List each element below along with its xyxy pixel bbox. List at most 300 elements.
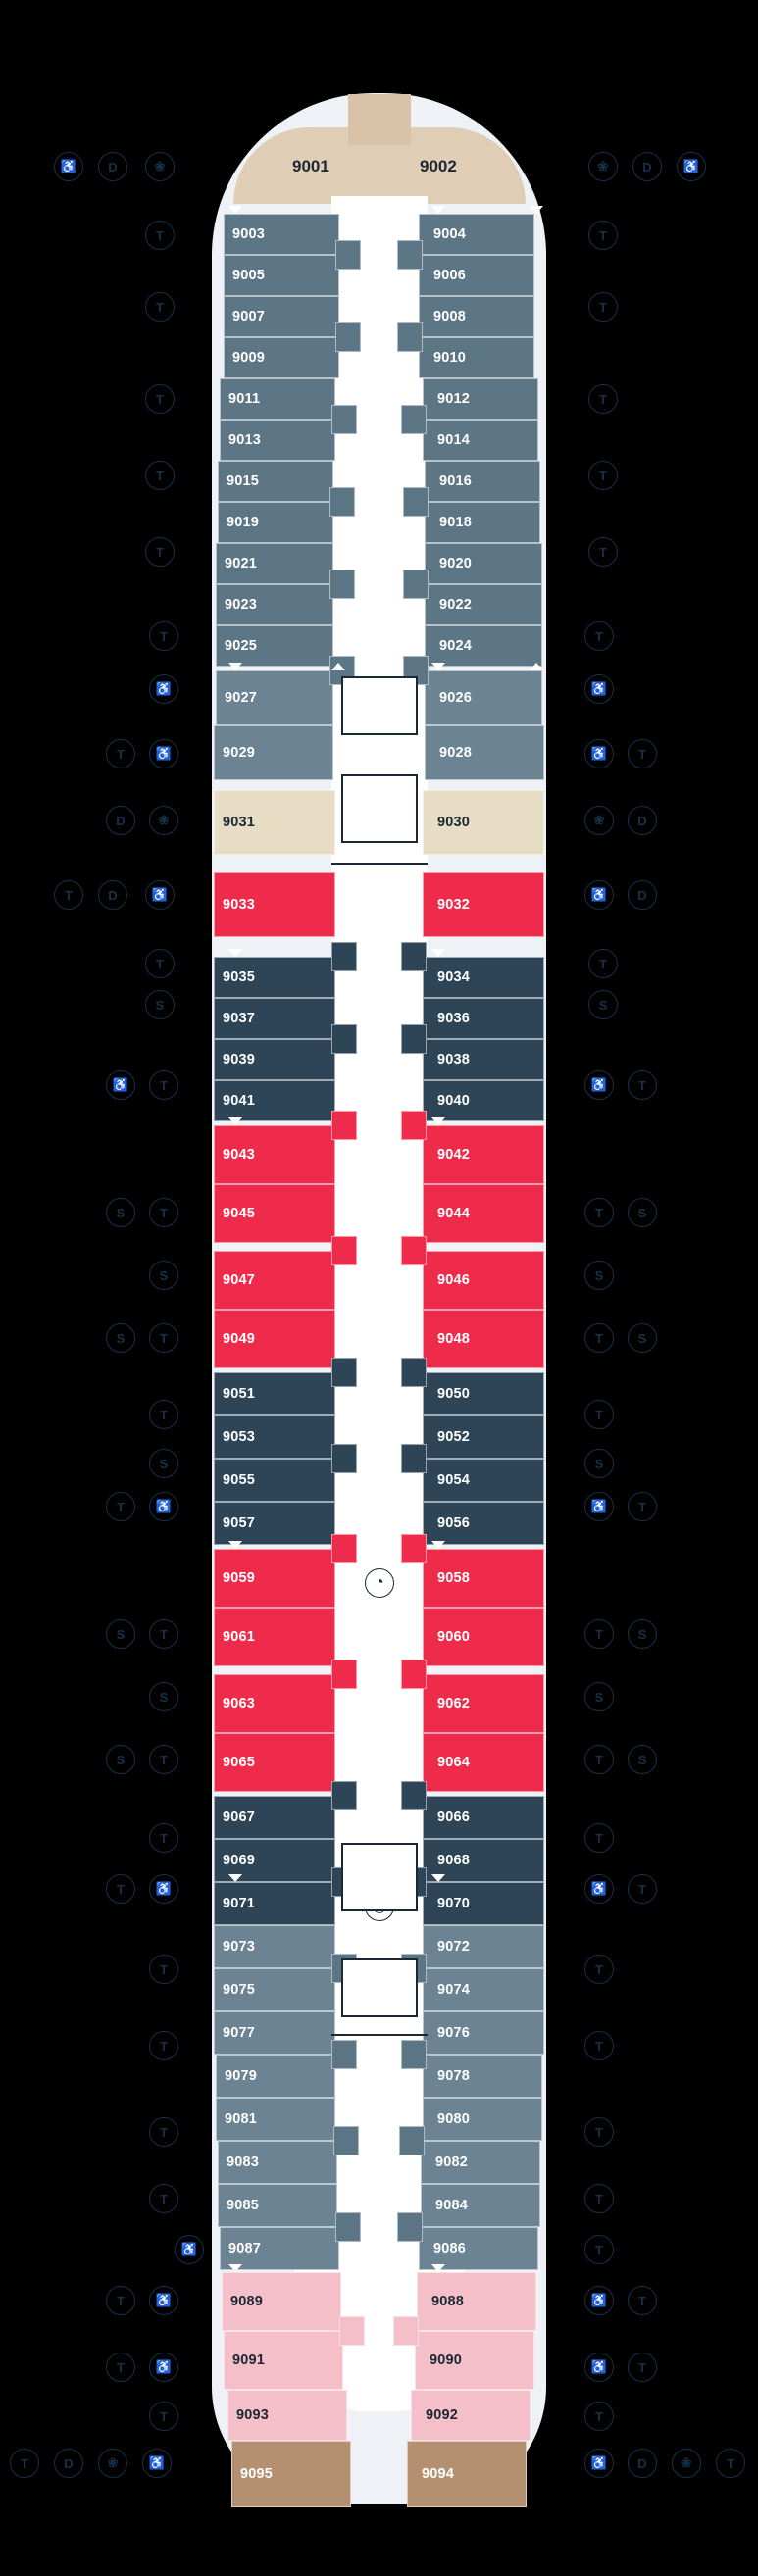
twin-bed-icon[interactable] [628,739,657,768]
balcony-9054 [401,1444,427,1473]
twin-bed-icon[interactable] [149,2031,178,2060]
accessible-icon[interactable] [584,674,614,704]
amenity-glyph: T [595,1205,603,1220]
spa-icon[interactable] [672,2449,701,2478]
sofa-icon[interactable] [106,1619,135,1649]
twin-bed-icon[interactable] [149,1619,178,1649]
cabin-number-label: 9029 [223,745,256,761]
cabin-9058[interactable] [423,1549,544,1608]
cabin-9011[interactable] [220,378,335,420]
aft-lift-lobby-box [341,1843,418,1911]
cabin-number-label: 9065 [223,1755,256,1770]
bow-label-9002[interactable]: 9002 [420,157,457,175]
sofa-icon[interactable] [584,1682,614,1711]
cabin-number-label: 9039 [223,1052,256,1067]
amenity-glyph: T [727,2455,734,2471]
cabin-number-label: 9083 [227,2155,260,2170]
cabin-number-label: 9003 [232,226,266,242]
amenity-glyph: ♿ [60,159,77,173]
cabin-9077[interactable] [214,2011,335,2055]
amenity-glyph: T [160,2191,168,2206]
disabled-icon[interactable] [98,152,127,181]
twin-bed-icon[interactable] [584,2117,614,2147]
cabin-9067[interactable] [214,1796,335,1839]
cabin-9073[interactable] [214,1925,335,1968]
cabin-number-label: 9056 [437,1515,471,1531]
sofa-icon[interactable] [628,1745,657,1774]
cabin-number-label: 9061 [223,1629,256,1645]
cabin-9039[interactable] [214,1039,335,1080]
balcony-9023 [329,570,355,599]
twin-bed-icon[interactable] [149,621,178,651]
twin-bed-icon[interactable] [584,2402,614,2431]
amenity-glyph: T [160,1205,168,1220]
cabin-9053[interactable] [214,1415,335,1459]
sofa-icon[interactable] [106,1745,135,1774]
amenity-glyph: T [595,1330,603,1346]
accessible-icon[interactable] [584,2449,614,2478]
cabin-9091[interactable] [224,2331,343,2390]
cabin-9078[interactable] [423,2055,542,2098]
forward-stairwell-box [341,676,418,735]
cabin-9024[interactable] [425,625,542,667]
amenity-glyph: T [160,628,168,644]
cabin-9029[interactable] [214,725,333,780]
cabin-9007[interactable] [224,296,339,337]
cabin-9054[interactable] [423,1459,544,1502]
twin-bed-icon[interactable] [584,2235,614,2264]
sofa-icon[interactable] [149,1261,178,1290]
spa-icon[interactable] [149,806,178,835]
cabin-9036[interactable] [423,998,544,1039]
sofa-icon[interactable] [106,1323,135,1353]
sofa-icon[interactable] [145,990,175,1019]
cabin-9030[interactable] [423,790,544,855]
twin-bed-icon[interactable] [149,2117,178,2147]
accessible-icon[interactable] [584,880,614,910]
amenity-glyph: ❀ [593,813,605,827]
cabin-9010[interactable] [419,337,534,378]
cabin-9021[interactable] [216,543,333,584]
accessible-icon[interactable] [584,1874,614,1904]
amenity-glyph: ♿ [155,681,173,696]
cabin-9085[interactable] [218,2184,337,2227]
amenity-glyph: S [594,1456,604,1471]
cabin-9052[interactable] [423,1415,544,1459]
accessible-icon[interactable] [149,2286,178,2315]
twin-bed-icon[interactable] [584,1823,614,1853]
cabin-number-label: 9023 [225,597,258,613]
cabin-number-label: 9022 [439,597,473,613]
cabin-9014[interactable] [423,420,538,461]
cabin-9016[interactable] [425,461,540,502]
cabin-number-label: 9085 [227,2198,260,2213]
cabin-9061[interactable] [214,1608,335,1666]
sofa-icon[interactable] [584,1449,614,1478]
balcony-9043 [331,1111,357,1140]
amenity-glyph: T [638,2293,646,2308]
cabin-number-label: 9004 [433,226,467,242]
cabin-9015[interactable] [218,461,333,502]
cabin-9062[interactable] [423,1674,544,1733]
cabin-number-label: 9049 [223,1331,256,1347]
cabin-9048[interactable] [423,1310,544,1368]
twin-bed-icon[interactable] [145,384,175,414]
spa-icon[interactable] [588,152,618,181]
cabin-9037[interactable] [214,998,335,1039]
sofa-icon[interactable] [149,1449,178,1478]
cabin-number-label: 9026 [439,690,473,706]
twin-bed-icon[interactable] [149,1198,178,1227]
accessible-icon[interactable] [584,1492,614,1521]
cabin-number-label: 9028 [439,745,473,761]
amenity-glyph: S [594,1267,604,1283]
twin-bed-icon[interactable] [54,880,83,910]
disabled-icon[interactable] [628,806,657,835]
amenity-glyph: S [637,1626,647,1642]
cabin-9060[interactable] [423,1608,544,1666]
twin-bed-icon[interactable] [628,1874,657,1904]
amenity-glyph: T [156,544,164,560]
cabin-number-label: 9027 [225,690,258,706]
laundry-icon[interactable] [365,1568,394,1598]
disabled-icon[interactable] [628,880,657,910]
twin-bed-icon[interactable] [588,221,618,250]
cabin-9055[interactable] [214,1459,335,1502]
amenity-glyph: S [637,1330,647,1346]
cabin-9032[interactable] [423,872,544,937]
cabin-9005[interactable] [224,255,339,296]
cabin-9009[interactable] [224,337,339,378]
amenity-glyph: T [156,391,164,407]
accessible-icon[interactable] [106,1070,135,1100]
cabin-9070[interactable] [423,1882,544,1925]
amenity-glyph: T [595,2038,603,2054]
amenity-glyph: S [159,1456,169,1471]
twin-bed-icon[interactable] [584,2031,614,2060]
accessible-icon[interactable] [149,2353,178,2382]
amenity-glyph: D [642,159,652,174]
section-marker-triangle-icon [228,1541,242,1549]
cabin-number-label: 9060 [437,1629,471,1645]
balcony-9086 [397,2212,423,2242]
amenity-glyph: ♿ [590,2455,608,2470]
cabin-number-label: 9062 [437,1696,471,1711]
twin-bed-icon[interactable] [149,1400,178,1429]
amenity-glyph: D [637,813,647,828]
section-marker-triangle-icon [530,206,543,214]
cabin-9076[interactable] [423,2011,544,2055]
sofa-icon[interactable] [149,1682,178,1711]
amenity-glyph: ♿ [590,1881,608,1896]
twin-bed-icon[interactable] [584,1323,614,1353]
cabin-9072[interactable] [423,1925,544,1968]
twin-bed-icon[interactable] [149,1745,178,1774]
disabled-icon[interactable] [98,880,127,910]
twin-bed-icon[interactable] [145,949,175,978]
cabin-number-label: 9067 [223,1809,256,1825]
twin-bed-icon[interactable] [106,1874,135,1904]
cabin-9008[interactable] [419,296,534,337]
twin-bed-icon[interactable] [584,2184,614,2213]
spa-icon[interactable] [98,2449,127,2478]
balcony-9047 [331,1236,357,1265]
twin-bed-icon[interactable] [145,461,175,490]
sofa-icon[interactable] [628,1198,657,1227]
balcony-9039 [331,1024,357,1054]
twin-bed-icon[interactable] [588,384,618,414]
amenity-glyph: S [594,1689,604,1705]
twin-bed-icon[interactable] [584,1619,614,1649]
cabin-9095[interactable] [231,2441,351,2507]
cabin-number-label: 9006 [433,268,467,283]
cabin-9028[interactable] [425,725,544,780]
cabin-9059[interactable] [214,1549,335,1608]
cabin-9074[interactable] [423,1968,544,2011]
amenity-glyph: T [595,2408,603,2424]
amenity-glyph: T [21,2455,28,2471]
balcony-9018 [403,487,429,517]
twin-bed-icon[interactable] [588,292,618,322]
cabin-9094[interactable] [407,2441,527,2507]
cabin-number-label: 9030 [437,815,471,830]
cabin-9022[interactable] [425,584,542,625]
twin-bed-icon[interactable] [149,2402,178,2431]
twin-bed-icon[interactable] [106,2353,135,2382]
cabin-9081[interactable] [216,2098,335,2141]
twin-bed-icon[interactable] [628,2286,657,2315]
cabin-9025[interactable] [216,625,333,667]
section-marker-triangle-icon [431,1117,445,1125]
amenity-glyph: T [638,2359,646,2375]
cabin-number-label: 9024 [439,638,473,654]
cabin-number-label: 9020 [439,556,473,571]
twin-bed-icon[interactable] [149,1955,178,1984]
cabin-9056[interactable] [423,1502,544,1545]
cabin-9080[interactable] [423,2098,542,2141]
balcony-9083 [333,2126,359,2155]
section-marker-triangle-icon [530,663,543,670]
cabin-number-label: 9092 [426,2407,459,2423]
cabin-9045[interactable] [214,1184,335,1243]
amenity-glyph: ♿ [590,1499,608,1513]
twin-bed-icon[interactable] [149,2184,178,2213]
twin-bed-icon[interactable] [588,949,618,978]
amenity-glyph: S [159,1689,169,1705]
cabin-9057[interactable] [214,1502,335,1545]
twin-bed-icon[interactable] [584,1400,614,1429]
cabin-9063[interactable] [214,1674,335,1733]
amenity-glyph: ♿ [590,2359,608,2374]
sofa-icon[interactable] [106,1198,135,1227]
cabin-9003[interactable] [224,214,339,255]
twin-bed-icon[interactable] [716,2449,745,2478]
cabin-9093[interactable] [227,2390,347,2441]
accessible-icon[interactable] [149,739,178,768]
cabin-number-label: 9084 [435,2198,469,2213]
disabled-icon[interactable] [106,806,135,835]
amenity-glyph: T [599,956,607,971]
accessible-icon[interactable] [677,152,706,181]
cabin-9018[interactable] [425,502,540,543]
cabin-9033[interactable] [214,872,335,937]
cabin-number-label: 9093 [236,2407,270,2423]
cabin-9047[interactable] [214,1251,335,1310]
cabin-9049[interactable] [214,1310,335,1368]
cabin-9090[interactable] [415,2331,534,2390]
twin-bed-icon[interactable] [628,1070,657,1100]
cabin-9046[interactable] [423,1251,544,1310]
cabin-9013[interactable] [220,420,335,461]
cabin-9092[interactable] [411,2390,531,2441]
twin-bed-icon[interactable] [584,1955,614,1984]
cabin-number-label: 9070 [437,1896,471,1911]
amenity-glyph: S [116,1205,126,1220]
accessible-icon[interactable] [145,880,175,910]
cabin-9079[interactable] [216,2055,335,2098]
cabin-9040[interactable] [423,1080,544,1121]
cabin-9006[interactable] [419,255,534,296]
cabin-9041[interactable] [214,1080,335,1121]
sofa-icon[interactable] [584,1261,614,1290]
twin-bed-icon[interactable] [106,739,135,768]
twin-bed-icon[interactable] [149,1323,178,1353]
cabin-9012[interactable] [423,378,538,420]
amenity-glyph: T [156,227,164,243]
cabin-number-label: 9094 [422,2466,455,2482]
amenity-glyph: T [638,1077,646,1093]
bow-label-9001[interactable]: 9001 [292,157,329,175]
amenity-glyph: S [598,997,608,1013]
accessible-icon[interactable] [149,1492,178,1521]
cabin-9042[interactable] [423,1125,544,1184]
spa-icon[interactable] [584,806,614,835]
sofa-icon[interactable] [628,1323,657,1353]
cabin-9034[interactable] [423,957,544,998]
cabin-9088[interactable] [417,2272,536,2331]
twin-bed-icon[interactable] [106,2286,135,2315]
cabin-9084[interactable] [421,2184,540,2227]
cabin-9035[interactable] [214,957,335,998]
twin-bed-icon[interactable] [145,537,175,567]
twin-bed-icon[interactable] [588,537,618,567]
cabin-9031[interactable] [214,790,335,855]
cabin-number-label: 9066 [437,1809,471,1825]
twin-bed-icon[interactable] [145,292,175,322]
section-marker-triangle-icon [331,206,345,214]
balcony-9013 [331,405,357,434]
cabin-9064[interactable] [423,1733,544,1792]
twin-bed-icon[interactable] [584,1745,614,1774]
balcony-9051 [331,1358,357,1387]
cabin-9071[interactable] [214,1882,335,1925]
amenity-glyph: T [599,544,607,560]
cabin-9083[interactable] [218,2141,337,2184]
twin-bed-icon[interactable] [584,1198,614,1227]
cabin-number-label: 9072 [437,1939,471,1955]
accessible-icon[interactable] [584,2353,614,2382]
disabled-icon[interactable] [628,2449,657,2478]
cabin-9050[interactable] [423,1372,544,1415]
balcony-9078 [401,2040,427,2069]
cabin-number-label: 9033 [223,897,256,913]
accessible-icon[interactable] [149,674,178,704]
cabin-9043[interactable] [214,1125,335,1184]
accessible-icon[interactable] [584,2286,614,2315]
amenity-glyph: T [599,391,607,407]
cabin-number-label: 9090 [430,2353,463,2368]
accessible-icon[interactable] [584,739,614,768]
cabin-9065[interactable] [214,1733,335,1792]
accessible-icon[interactable] [584,1070,614,1100]
cabin-number-label: 9043 [223,1147,256,1163]
twin-bed-icon[interactable] [149,1070,178,1100]
twin-bed-icon[interactable] [106,1492,135,1521]
balcony-9010 [397,322,423,352]
cabin-number-label: 9058 [437,1570,471,1586]
cabin-9019[interactable] [218,502,333,543]
sofa-icon[interactable] [628,1619,657,1649]
cabin-number-label: 9077 [223,2025,256,2041]
twin-bed-icon[interactable] [584,621,614,651]
twin-bed-icon[interactable] [588,461,618,490]
cabin-9044[interactable] [423,1184,544,1243]
twin-bed-icon[interactable] [145,221,175,250]
cabin-9004[interactable] [419,214,534,255]
cabin-number-label: 9071 [223,1896,256,1911]
accessible-icon[interactable] [54,152,83,181]
accessible-icon[interactable] [175,2235,204,2264]
amenity-glyph: ❀ [681,2455,692,2470]
balcony-9034 [401,942,427,971]
accessible-icon[interactable] [142,2449,172,2478]
disabled-icon[interactable] [54,2449,83,2478]
section-marker-triangle-icon [431,206,445,214]
balcony-9055 [331,1444,357,1473]
accessible-icon[interactable] [149,1874,178,1904]
amenity-glyph: T [595,2124,603,2140]
cabin-9089[interactable] [222,2272,341,2331]
service-glyph: ◔ [375,1574,384,1591]
forward-lift-lobby-box [341,774,418,843]
cabin-9038[interactable] [423,1039,544,1080]
balcony-9062 [401,1660,427,1689]
cabin-number-label: 9015 [227,473,260,489]
cabin-9051[interactable] [214,1372,335,1415]
cabin-9066[interactable] [423,1796,544,1839]
cabin-number-label: 9054 [437,1472,471,1488]
cabin-number-label: 9008 [433,309,467,324]
cabin-9026[interactable] [425,670,542,725]
twin-bed-icon[interactable] [628,2353,657,2382]
cabin-9020[interactable] [425,543,542,584]
cabin-number-label: 9036 [437,1011,471,1026]
cabin-9027[interactable] [216,670,333,725]
amenity-glyph: T [160,1961,168,1977]
amenity-glyph: T [638,1881,646,1897]
cabin-9082[interactable] [421,2141,540,2184]
cabin-number-label: 9018 [439,515,473,530]
twin-bed-icon[interactable] [149,1823,178,1853]
cabin-9075[interactable] [214,1968,335,2011]
cabin-9023[interactable] [216,584,333,625]
sofa-icon[interactable] [588,990,618,1019]
disabled-icon[interactable] [632,152,662,181]
spa-icon[interactable] [145,152,175,181]
cabin-number-label: 9059 [223,1570,256,1586]
twin-bed-icon[interactable] [10,2449,39,2478]
twin-bed-icon[interactable] [628,1492,657,1521]
